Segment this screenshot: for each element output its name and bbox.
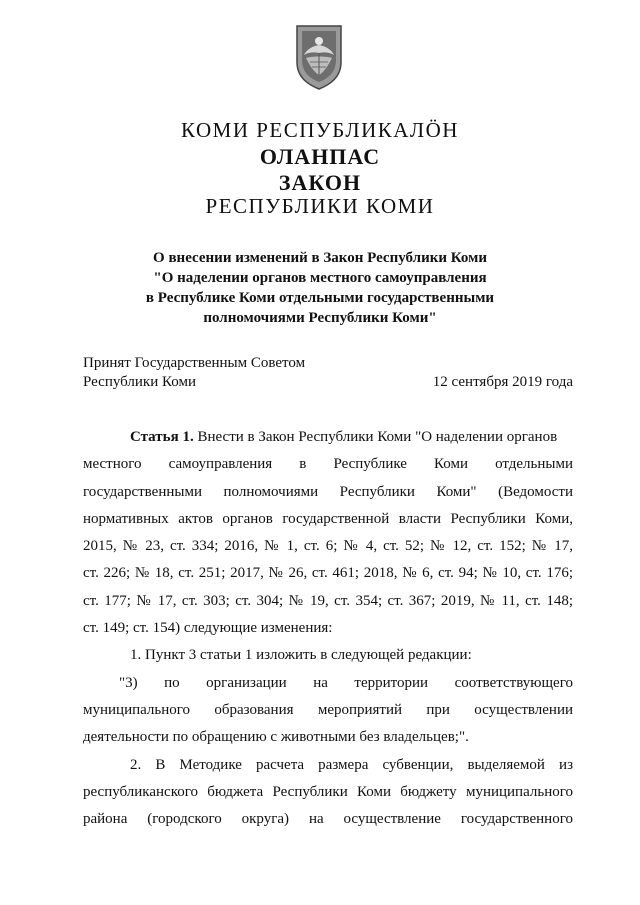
law-title-line: "О наделении органов местного самоуправления xyxy=(153,270,487,286)
law-title-line: О внесении изменений в Закон Республики Коми xyxy=(153,250,487,266)
paragraph-line: ст. 149; ст. 154) следующие изменения: xyxy=(83,620,333,637)
article-label: Статья 1. xyxy=(130,429,194,445)
paragraph-line: ст. 177; № 17, ст. 303; ст. 304; № 19, ст. 354; ст. 367; 2019, № 11, ст. 148; xyxy=(83,592,573,609)
item-1: 1. Пункт 3 статьи 1 изложить в следующей редакции: xyxy=(130,647,472,664)
item-2-line: 2. В Методике расчета размера субвенции, выделяемой из xyxy=(130,756,573,773)
article-first-line xyxy=(83,424,573,451)
paragraph-line: местного самоуправления в Республике Коми отдельными xyxy=(83,456,573,473)
item-2-line: района (городского округа) на осуществление государственного xyxy=(83,811,573,828)
header-line-republic: РЕСПУБЛИКИ КОМИ xyxy=(205,194,435,218)
law-title-line: полномочиями Республики Коми" xyxy=(203,310,437,326)
paragraph-line: государственными полномочиями Республики Коми" (Ведомости xyxy=(83,483,573,500)
law-title-line: в Республике Коми отдельными государственными xyxy=(145,290,495,306)
adoption-line: Принят Государственным Советом xyxy=(83,355,306,371)
paragraph-line: нормативных актов органов государственной власти Республики Коми, xyxy=(83,510,573,527)
item-2-line: республиканского бюджета Республики Коми бюджету муниципального xyxy=(83,783,573,800)
coat-of-arms-komi-icon xyxy=(294,22,344,90)
quote-line: деятельности по обращению с животными без владельцев;". xyxy=(83,729,469,746)
article-text: Внести в Закон Республики Коми "О наделении органов xyxy=(193,429,558,445)
quote-line: "3) по организации на территории соответствующего xyxy=(119,674,573,691)
header-line-komi-language: КОМИ РЕСПУБЛИКАЛӦН xyxy=(181,118,459,142)
header-line-zakon: ЗАКОН xyxy=(278,170,362,195)
paragraph-line: 2015, № 23, ст. 334; 2016, № 1, ст. 6; № 4, ст. 52; № 12, ст. 152; № 17, xyxy=(83,538,573,555)
adoption-date: 12 сентября 2019 года xyxy=(432,374,573,390)
header-line-olanpas: ОЛАНПАС xyxy=(259,144,381,169)
article-body xyxy=(83,424,573,833)
paragraph-line: ст. 226; № 18, ст. 251; 2017, № 26, ст. 461; 2018, № 6, ст. 94; № 10, ст. 176; xyxy=(83,565,573,582)
quote-line: муниципального образования мероприятий при осуществлении xyxy=(83,701,573,718)
law-title xyxy=(0,248,640,328)
adoption-line: Республики Коми xyxy=(83,374,196,390)
